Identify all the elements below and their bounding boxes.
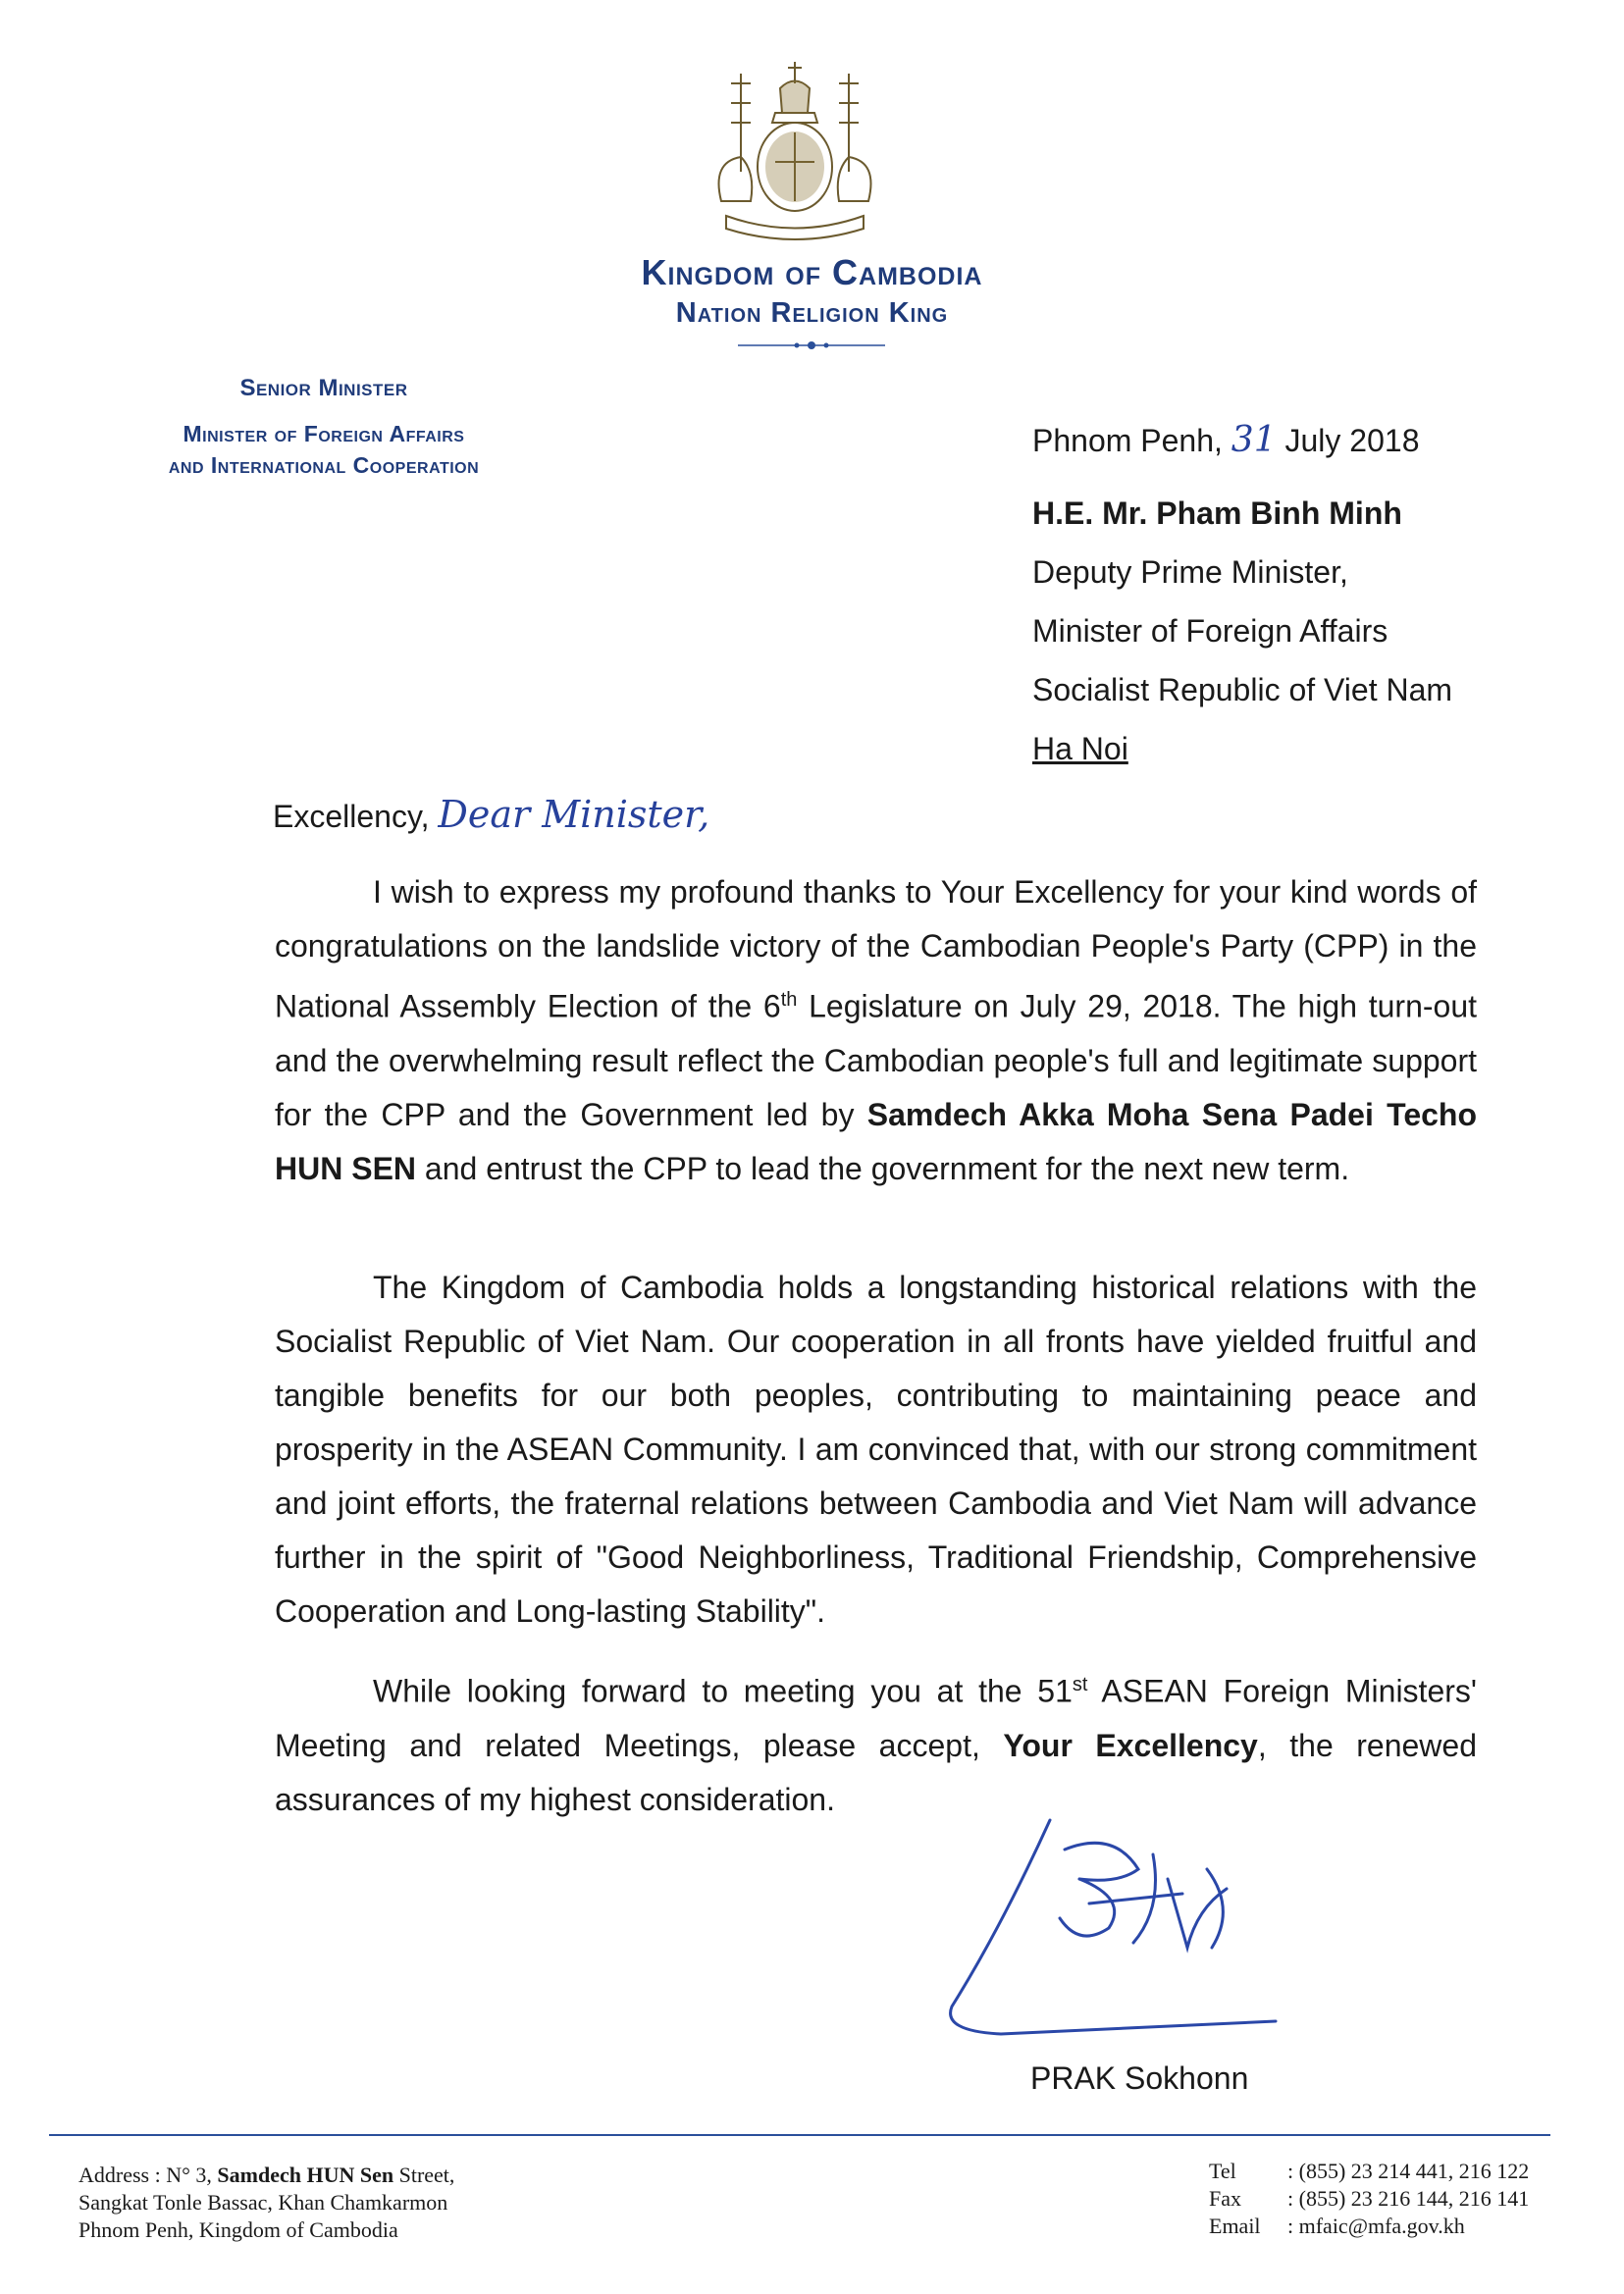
p1-text-b: Legislature on July 29, 2018. The high turn-out and the overwhelming result reflect the Cambodian people's full and legitimate support for the CPP and the Government led by [275,988,1478,1132]
address-prefix: Address : N° 3, [79,2163,218,2187]
p1-text-a: I wish to express my profound thanks to Your Excellency for your kind words of congratulations on the landslide victory of the Cambodian People's Party (CPP) in the National Assembly Election of the 6 [275,874,1477,1024]
address-line-3: Phnom Penh, Kingdom of Cambodia [79,2217,398,2242]
fax-value: : (855) 23 216 144, 216 141 [1287,2186,1530,2211]
contact-email [1209,2213,1529,2240]
sender-title-cooperation: and International Cooperation [168,452,480,478]
salutation [273,793,709,836]
recipient-city: Ha Noi [1032,731,1128,766]
kingdom-title: Kingdom of Cambodia [641,252,983,292]
contact-fax [1209,2185,1529,2213]
p1-superscript: th [780,989,798,1011]
date-suffix: July 2018 [1276,423,1420,458]
p1-text-c: and entrust the CPP to lead the government for the next new term. [416,1150,1350,1186]
p3-text-a: While looking forward to meeting you at the 51 [373,1673,1073,1709]
p3-superscript: st [1072,1674,1088,1695]
recipient-name: H.E. Mr. Pham Binh Minh [1032,495,1402,531]
p3-text-b: ASEAN Foreign Ministers' Meeting and related Meetings, please accept, [275,1673,1477,1763]
date-day-handwritten: 31 [1231,420,1277,460]
fax-label: Fax [1209,2186,1241,2211]
contact-tel [1209,2158,1529,2185]
recipient-line-2: Minister of Foreign Affairs [1032,613,1388,649]
decorative-ornament [738,339,885,352]
p3-text-c: , the renewed assurances of my highest consideration. [275,1727,1478,1817]
p2-text: The Kingdom of Cambodia holds a longstanding historical relations with the Socialist Republic of Viet Nam. Our cooperation in all fronts have yielded fruitful and tangible benefits for our both peoples, contributing to maintaining peace and prosperity in the ASEAN Community. I am convinced that, with our strong commitment and joint efforts, the fraternal relations between Cambodia and Viet Nam will advance further in the spirit of "Good Neighborliness, Traditional Friendship, Comprehensive Cooperation and Long-lasting Stability". [275,1270,1477,1629]
address-line-2: Sangkat Tonle Bassac, Khan Chamkarmon [79,2190,448,2215]
footer-address [79,2162,454,2244]
recipient-line-1: Deputy Prime Minister, [1032,554,1348,590]
p3-bold-address: Your Excellency [1003,1727,1258,1763]
tel-value: : (855) 23 214 441, 216 122 [1287,2159,1530,2183]
salutation-text: Excellency, [273,799,430,834]
tel-label: Tel [1209,2159,1236,2183]
sender-title-senior-minister: Senior Minister [239,375,408,401]
royal-coat-of-arms [702,54,888,250]
address-bold: Samdech HUN Sen [217,2163,394,2187]
handwritten-signature [942,1810,1295,2056]
footer-divider [49,2134,1550,2136]
p1-bold-name: Samdech Akka Moha Sena Padei Techo HUN SEN [275,1096,1478,1186]
salutation-handwritten: Dear Minister, [438,793,710,836]
address-line-1 [79,2162,454,2189]
body-paragraph-3 [275,1658,1477,1827]
body-paragraph-2 [275,1261,1477,1639]
date-prefix: Phnom Penh, [1032,423,1231,458]
recipient-line-3: Socialist Republic of Viet Nam [1032,672,1453,707]
signatory-name: PRAK Sokhonn [1030,2060,1249,2096]
letter-date [1032,420,1419,460]
footer-contact [1209,2158,1529,2240]
national-motto: Nation Religion King [675,297,949,329]
sender-title-minister: Minister of Foreign Affairs [183,421,465,446]
email-label: Email [1209,2214,1261,2238]
body-paragraph-1 [275,865,1477,1196]
email-value: : mfaic@mfa.gov.kh [1287,2214,1465,2238]
address-suffix: Street, [393,2163,455,2187]
